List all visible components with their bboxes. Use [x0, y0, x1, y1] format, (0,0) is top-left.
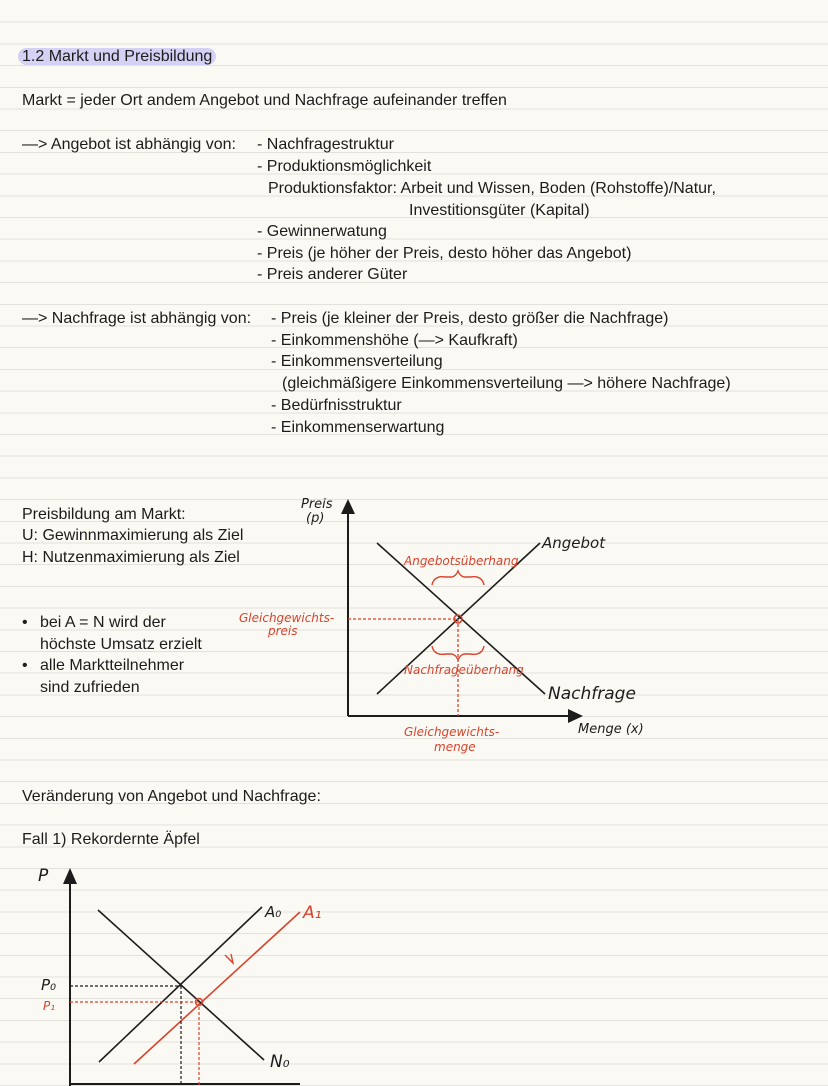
nachfrage-item: (gleichmäßigere Einkommensverteilung —> höhere Nachfrage) — [282, 375, 731, 392]
shift-arrow — [225, 954, 233, 963]
nachfrage-item: - Einkommenserwartung — [271, 419, 445, 436]
case-heading: Fall 1) Rekordernte Äpfel — [22, 831, 200, 848]
a0-label: A₀ — [265, 903, 282, 921]
eq-price-label: Gleichgewichts- — [239, 611, 335, 625]
x-axis-label: Menge (x) — [578, 722, 644, 737]
shortage-label: Nachfrageüberhang — [404, 663, 524, 677]
section-heading: Veränderung von Angebot und Nachfrage: — [22, 788, 321, 805]
supply-label: Angebot — [542, 534, 606, 552]
angebot-item: - Preis (je höher der Preis, desto höher das Angebot) — [257, 245, 632, 262]
angebot-item: - Produktionsmöglichkeit — [257, 158, 432, 175]
nachfrage-item: - Preis (je kleiner der Preis, desto größer die Nachfrage) — [271, 310, 669, 327]
supply-line-a1 — [134, 912, 300, 1064]
bullet-item: • alle Marktteilnehmer — [40, 656, 184, 676]
angebot-item: Investitionsgüter (Kapital) — [409, 202, 590, 219]
nachfrage-item: - Bedürfnisstruktur — [271, 397, 402, 414]
angebot-item: - Nachfragestruktur — [257, 136, 394, 153]
angebot-item: - Gewinnerwatung — [257, 223, 387, 240]
p0-label: P₀ — [41, 976, 57, 994]
nachfrage-item: - Einkommenshöhe (—> Kaufkraft) — [271, 332, 518, 349]
demand-label: Nachfrage — [548, 684, 636, 704]
y-axis-arrow — [63, 868, 77, 884]
a1-label: A₁ — [303, 903, 322, 923]
nachfrage-item: - Einkommensverteilung — [271, 353, 443, 370]
eq-qty-label-2: menge — [434, 740, 476, 754]
bullet-item-cont: sind zufrieden — [40, 679, 140, 696]
p1-label: P₁ — [43, 999, 56, 1013]
bullet-item-cont: höchste Umsatz erzielt — [40, 636, 202, 653]
angebot-item: - Preis anderer Güter — [257, 266, 408, 283]
y-axis-label: P — [38, 866, 49, 886]
market-definition: Markt = jeder Ort andem Angebot und Nachfrage aufeinander treffen — [22, 92, 507, 109]
eq-price-label-2: preis — [268, 624, 298, 638]
y-axis-unit: (p) — [306, 511, 325, 526]
y-axis-label: Preis — [301, 497, 333, 512]
eq-qty-label: Gleichgewichts- — [404, 725, 500, 739]
nachfrage-intro: —> Nachfrage ist abhängig von: — [22, 310, 252, 327]
preisbildung-h: H: Nutzenmaximierung als Ziel — [22, 549, 240, 566]
page-title: 1.2 Markt und Preisbildung — [18, 47, 216, 67]
angebot-item: Produktionsfaktor: Arbeit und Wissen, Boden (Rohstoffe)/Natur, — [268, 180, 716, 197]
angebot-intro: —> Angebot ist abhängig von: — [22, 136, 236, 153]
preisbildung-title: Preisbildung am Markt: — [22, 506, 186, 523]
n0-label: N₀ — [270, 1052, 290, 1072]
surplus-label: Angebotsüberhang — [404, 554, 519, 568]
bullet-item: • bei A = N wird der — [40, 613, 166, 633]
preisbildung-u: U: Gewinnmaximierung als Ziel — [22, 527, 244, 544]
